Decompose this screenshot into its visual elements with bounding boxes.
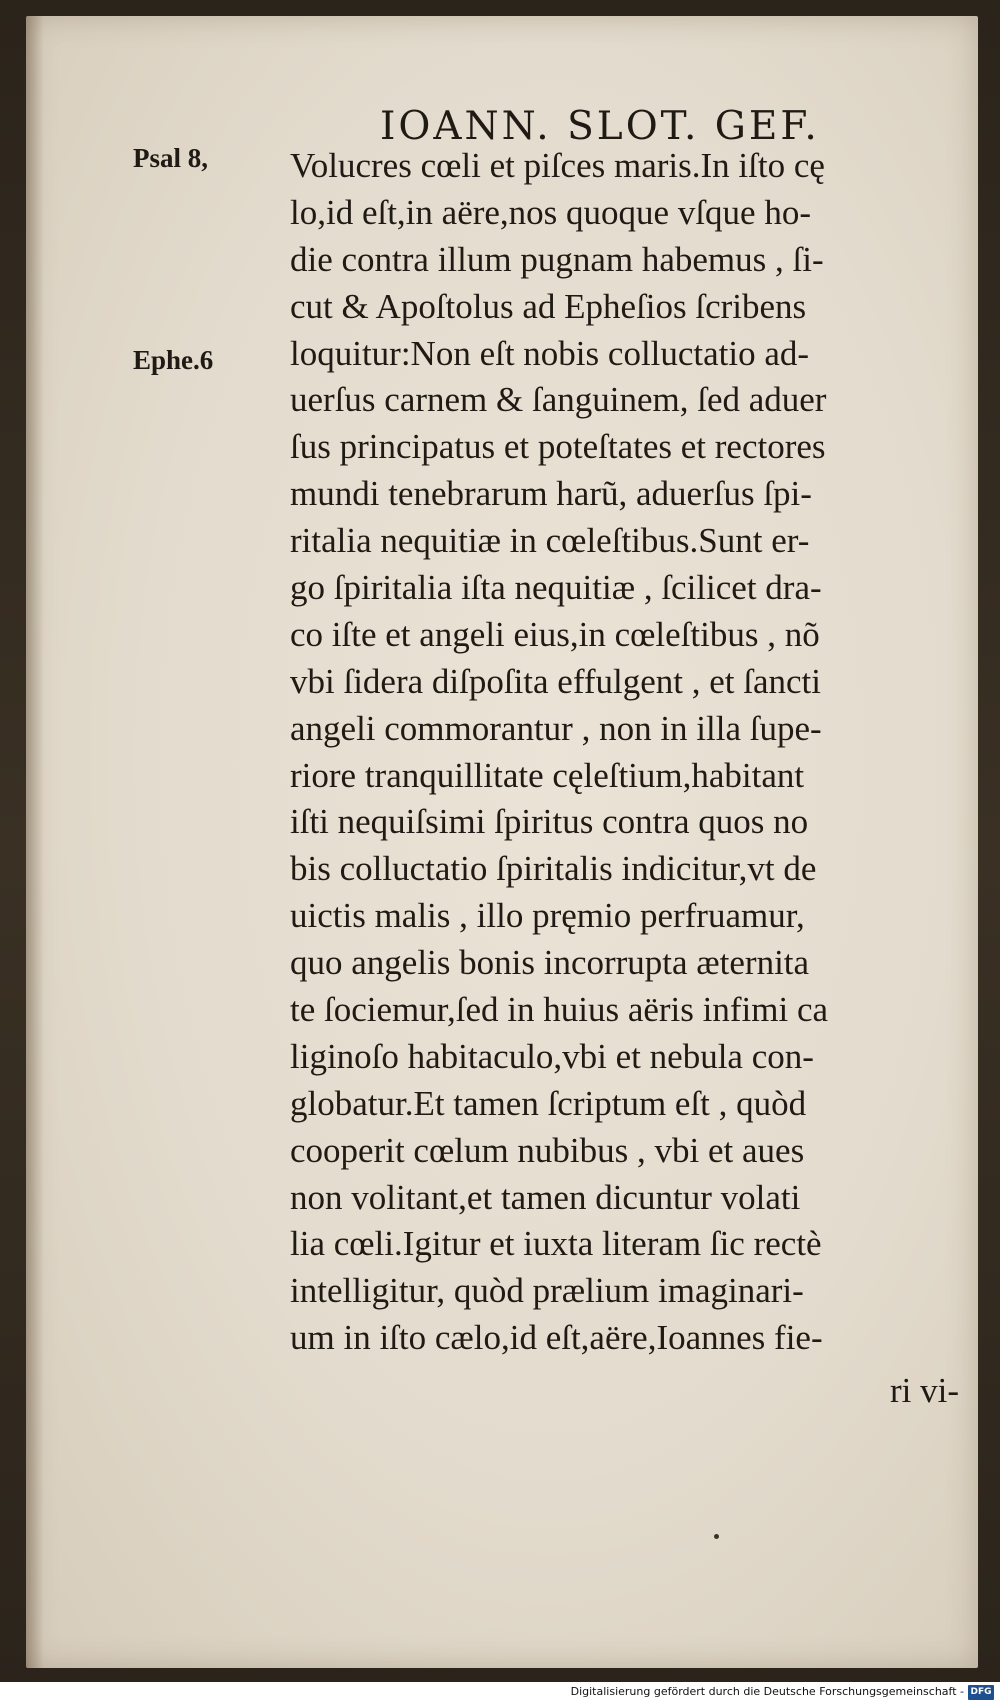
marginal-note-psalm: Psal 8,	[133, 143, 209, 173]
text-line: iſti nequiſsimi ſpiritus contra quos no	[290, 802, 809, 842]
catchword: ri vi-	[890, 1371, 960, 1410]
text-line: non volitant,et tamen dicuntur volati	[290, 1177, 801, 1217]
text-line: co iſte et angeli eius,in cœleſtibus , nõ	[290, 614, 820, 654]
text-line: lo,id eſt,in aëre,nos quoque vſque ho-	[290, 192, 811, 232]
text-line: go ſpiritalia iſta nequitiæ , ſcilicet dra-	[290, 568, 822, 608]
text-line: uerſus carnem & ſanguinem, ſed aduer	[290, 380, 827, 420]
text-line: uictis malis , illo pręmio perfruamur,	[290, 896, 805, 936]
text-line: um in iſto cælo,id eſt,aëre,Ioannes fie-	[290, 1318, 823, 1358]
text-line: lia cœli.Igitur et iuxta literam ſic rectè	[290, 1224, 822, 1264]
text-line: te ſociemur,ſed in huius aëris infimi ca	[290, 990, 829, 1030]
footer-credit: Digitalisierung gefördert durch die Deutsche Forschungsgemeinschaft -	[570, 1685, 964, 1698]
text-line: cooperit cœlum nubibus , vbi et aues	[290, 1130, 805, 1170]
marginal-note-ephesians: Ephe.6	[133, 345, 214, 375]
body-text	[290, 143, 950, 1362]
text-line: riore tranquillitate cęleſtium,habitant	[290, 755, 805, 795]
text-line: loquitur:Non eſt nobis colluctatio ad-	[290, 333, 810, 373]
text-line: vbi ſidera diſpoſita effulgent , et ſancti	[290, 661, 821, 701]
text-line: intelligitur, quòd prælium imaginari-	[290, 1271, 804, 1311]
text-line: die contra illum pugnam habemus , ſi-	[290, 239, 824, 279]
text-line: mundi tenebrarum harũ, aduerſus ſpi-	[290, 474, 812, 514]
text-line: liginoſo habitaculo,vbi et nebula con-	[290, 1036, 814, 1076]
text-line: globatur.Et tamen ſcriptum eſt , quòd	[290, 1083, 807, 1123]
text-line: quo angelis bonis incorrupta æternita	[290, 943, 810, 983]
text-line: cut & Apoſtolus ad Epheſios ſcribens	[290, 286, 807, 326]
text-line: ritalia nequitiæ in cœleſtibus.Sunt er-	[290, 521, 810, 561]
text-line: ſus principatus et poteſtates et rectores	[290, 427, 826, 467]
book-page	[26, 16, 978, 1668]
ink-speck	[714, 1534, 719, 1539]
text-line: angeli commorantur , non in illa ſupe-	[290, 708, 822, 748]
running-head: IOANN. SLOT. GEF.	[380, 104, 820, 149]
text-line: bis colluctatio ſpiritalis indicitur,vt de	[290, 849, 817, 889]
text-line: Volucres cœli et piſces maris.In iſto cę	[290, 146, 825, 185]
dfg-logo: DFG	[968, 1685, 994, 1700]
